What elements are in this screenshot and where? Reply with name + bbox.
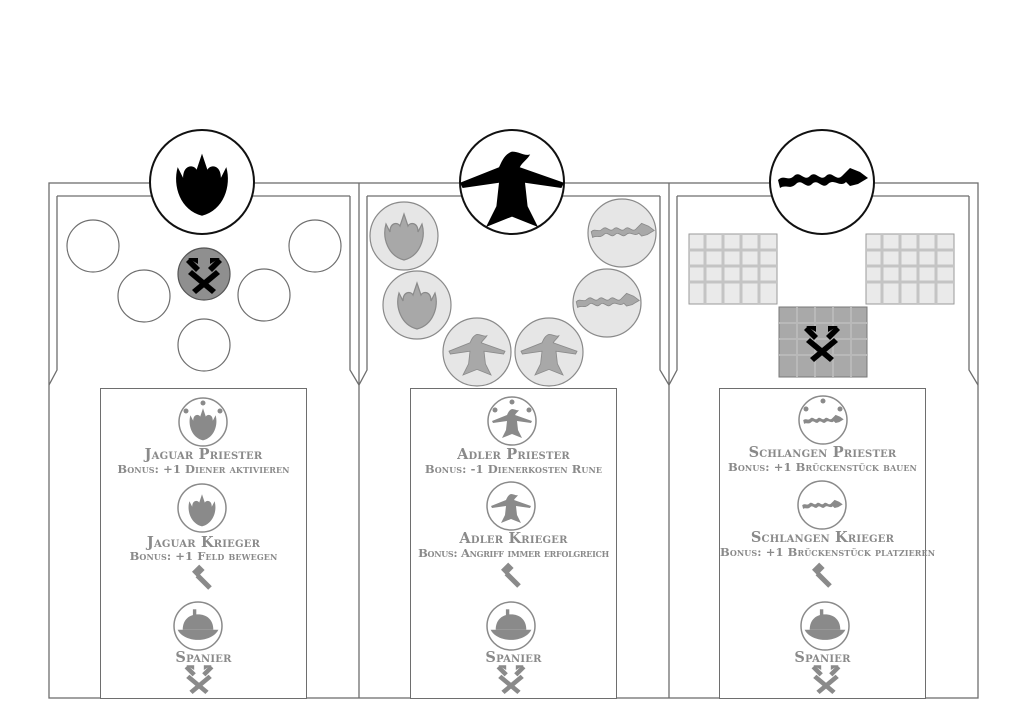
crossed-hammers-icon [497, 665, 526, 694]
bridge-tile[interactable] [689, 234, 777, 304]
serpent-priest-badge [799, 396, 847, 444]
jaguar-spaniard-badge [174, 602, 222, 650]
serpent-spaniard-badge [801, 602, 849, 650]
eagle-priest-bonus: Bonus: -1 Dienerkosten Rune [424, 462, 603, 476]
serpent-token[interactable] [588, 199, 656, 267]
eagle-spaniard-badge [487, 602, 535, 650]
serpent-token[interactable] [573, 269, 641, 337]
jaguar-warrior-bonus: Bonus: +1 Feld bewegen [129, 549, 278, 563]
jaguar-priest-badge [179, 398, 227, 446]
slot-empty[interactable] [67, 220, 119, 272]
serpent-warrior-bonus: Bonus: +1 Brückenstück platzieren [720, 545, 936, 559]
jaguar-priest-title: Jaguar Priester [144, 446, 263, 463]
slot-empty[interactable] [178, 319, 230, 371]
hammers-slot[interactable] [178, 248, 230, 300]
eagle-role-card [410, 388, 617, 699]
serpent-priest-title: Schlangen Priester [748, 444, 897, 461]
eagle-warrior-title: Adler Krieger [459, 530, 568, 547]
eagle-priest-badge [488, 397, 536, 445]
crossed-hammers-icon [812, 665, 841, 694]
hammers-tile[interactable] [779, 307, 867, 377]
serpent-warrior-badge [798, 481, 846, 529]
serpent-emblem [770, 130, 874, 234]
serpent-spaniard-title: Spanier [794, 649, 851, 666]
slot-empty[interactable] [238, 269, 290, 321]
jaguar-warrior-title: Jaguar Krieger [146, 534, 261, 551]
hammer-icon [192, 565, 212, 590]
eagle-warrior-bonus: Bonus: Angriff immer erfolgreich [418, 546, 609, 560]
jaguar-emblem [150, 130, 254, 234]
jaguar-role-card [100, 388, 307, 699]
serpent-warrior-title: Schlangen Krieger [750, 529, 895, 546]
hammer-icon [501, 563, 521, 588]
crossed-hammers-icon [185, 665, 214, 694]
eagle-token[interactable] [443, 318, 511, 386]
eagle-priest-title: Adler Priester [457, 446, 570, 463]
serpent-role-card [719, 388, 936, 699]
eagle-emblem [460, 130, 564, 234]
jaguar-priest-bonus: Bonus: +1 Diener aktivieren [117, 462, 290, 476]
slot-empty[interactable] [289, 220, 341, 272]
jaguar-spaniard-title: Spanier [175, 649, 232, 666]
jaguar-warrior-badge [178, 484, 226, 532]
eagle-spaniard-title: Spanier [485, 649, 542, 666]
eagle-warrior-badge [487, 482, 535, 530]
bridge-tile[interactable] [866, 234, 954, 304]
serpent-priest-bonus: Bonus: +1 Brückenstück bauen [728, 460, 917, 474]
eagle-token[interactable] [515, 318, 583, 386]
slot-empty[interactable] [118, 270, 170, 322]
hammer-icon [812, 563, 832, 588]
jaguar-token[interactable] [370, 202, 438, 270]
jaguar-token[interactable] [383, 271, 451, 339]
